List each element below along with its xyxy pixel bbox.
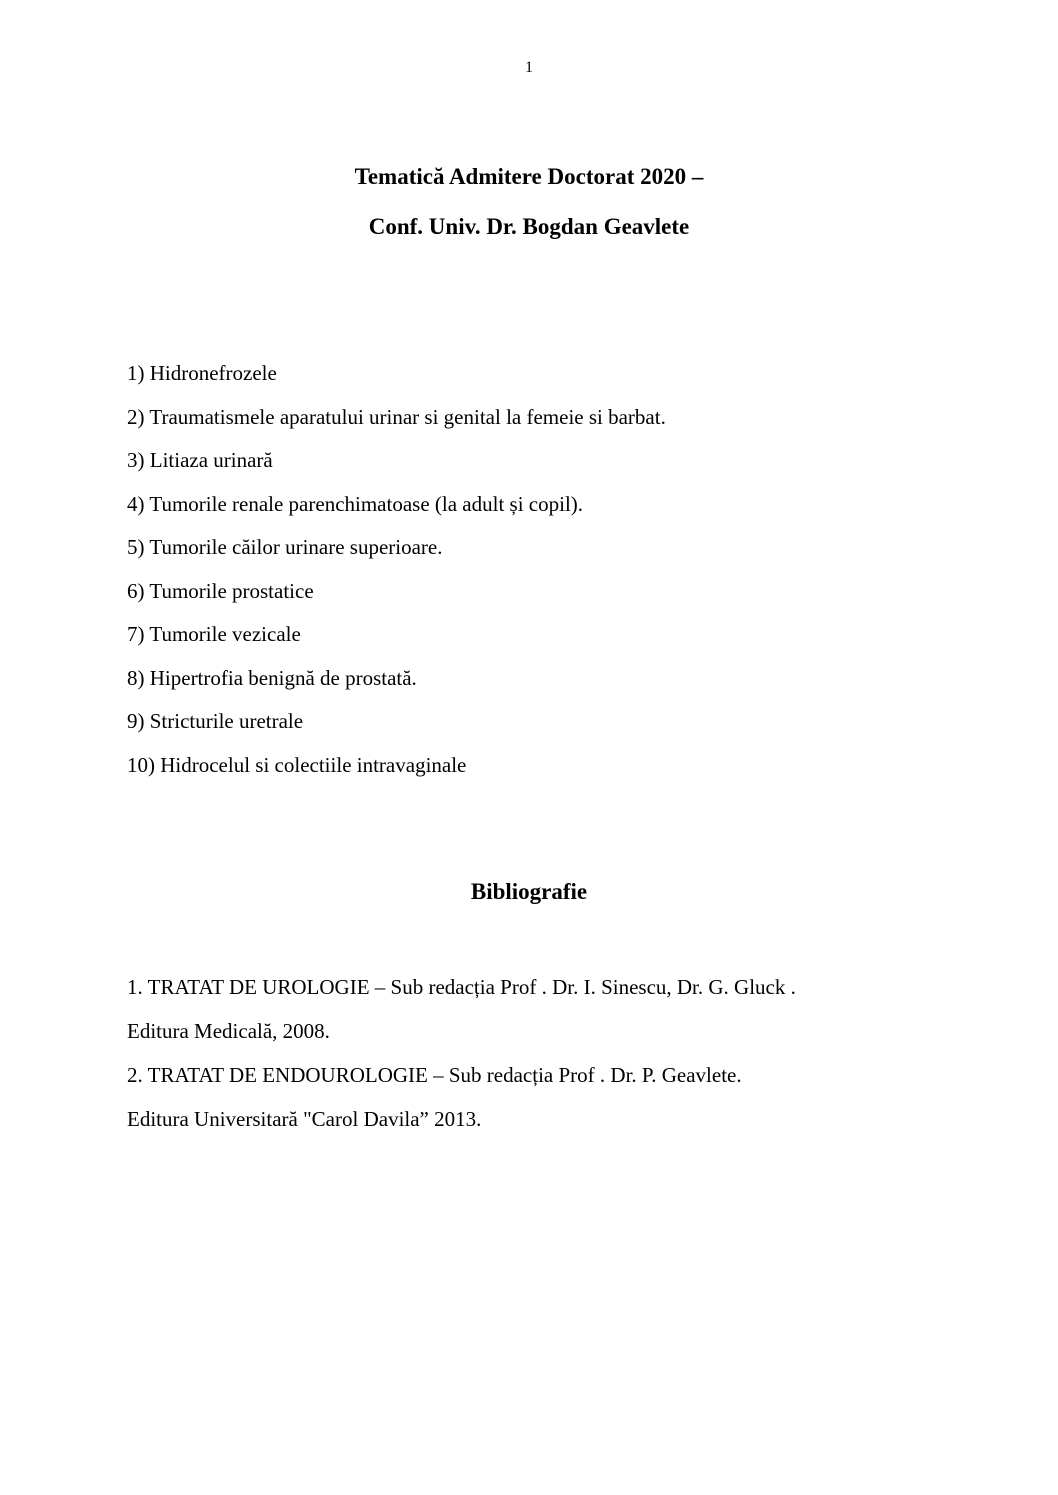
topic-item: 5) Tumorile căilor urinare superioare. — [127, 535, 443, 559]
page-number: 1 — [525, 59, 533, 76]
topic-item: 1) Hidronefrozele — [127, 361, 277, 385]
topic-item: 10) Hidrocelul si colectiile intravaginale — [127, 752, 467, 777]
topic-item: 8) Hipertrofia benignă de prostată. — [127, 665, 417, 690]
bibliography-entry-line: 2. TRATAT DE ENDOUROLOGIE – Sub redacția Prof . Dr. P. Geavlete. — [127, 1063, 742, 1087]
document-title — [127, 152, 931, 252]
topic-item: 2) Traumatismele aparatului urinar si genital la femeie si barbat. — [127, 404, 666, 429]
topic-item: 3) Litiaza urinară — [127, 448, 273, 472]
topic-item: 7) Tumorile vezicale — [127, 622, 301, 646]
bibliography-entry-line: Editura Universitară "Carol Davila” 2013. — [127, 1107, 482, 1131]
title-line-1: Tematică Admitere Doctorat 2020 – — [354, 164, 704, 189]
topics-list — [127, 352, 931, 787]
topic-item: 4) Tumorile renale parenchimatoase (la adult și copil). — [127, 491, 584, 516]
title-line-2: Conf. Univ. Dr. Bogdan Geavlete — [368, 214, 690, 239]
topic-item: 6) Tumorile prostatice — [127, 578, 314, 603]
bibliography-heading: Bibliografie — [470, 879, 588, 904]
bibliography-entry-line: Editura Medicală, 2008. — [127, 1019, 330, 1043]
bibliography-entry-line: 1. TRATAT DE UROLOGIE – Sub redacția Prof . Dr. I. Sinescu, Dr. G. Gluck . — [127, 975, 796, 999]
topic-item: 9) Stricturile uretrale — [127, 709, 304, 733]
bibliography-list — [127, 965, 931, 1141]
